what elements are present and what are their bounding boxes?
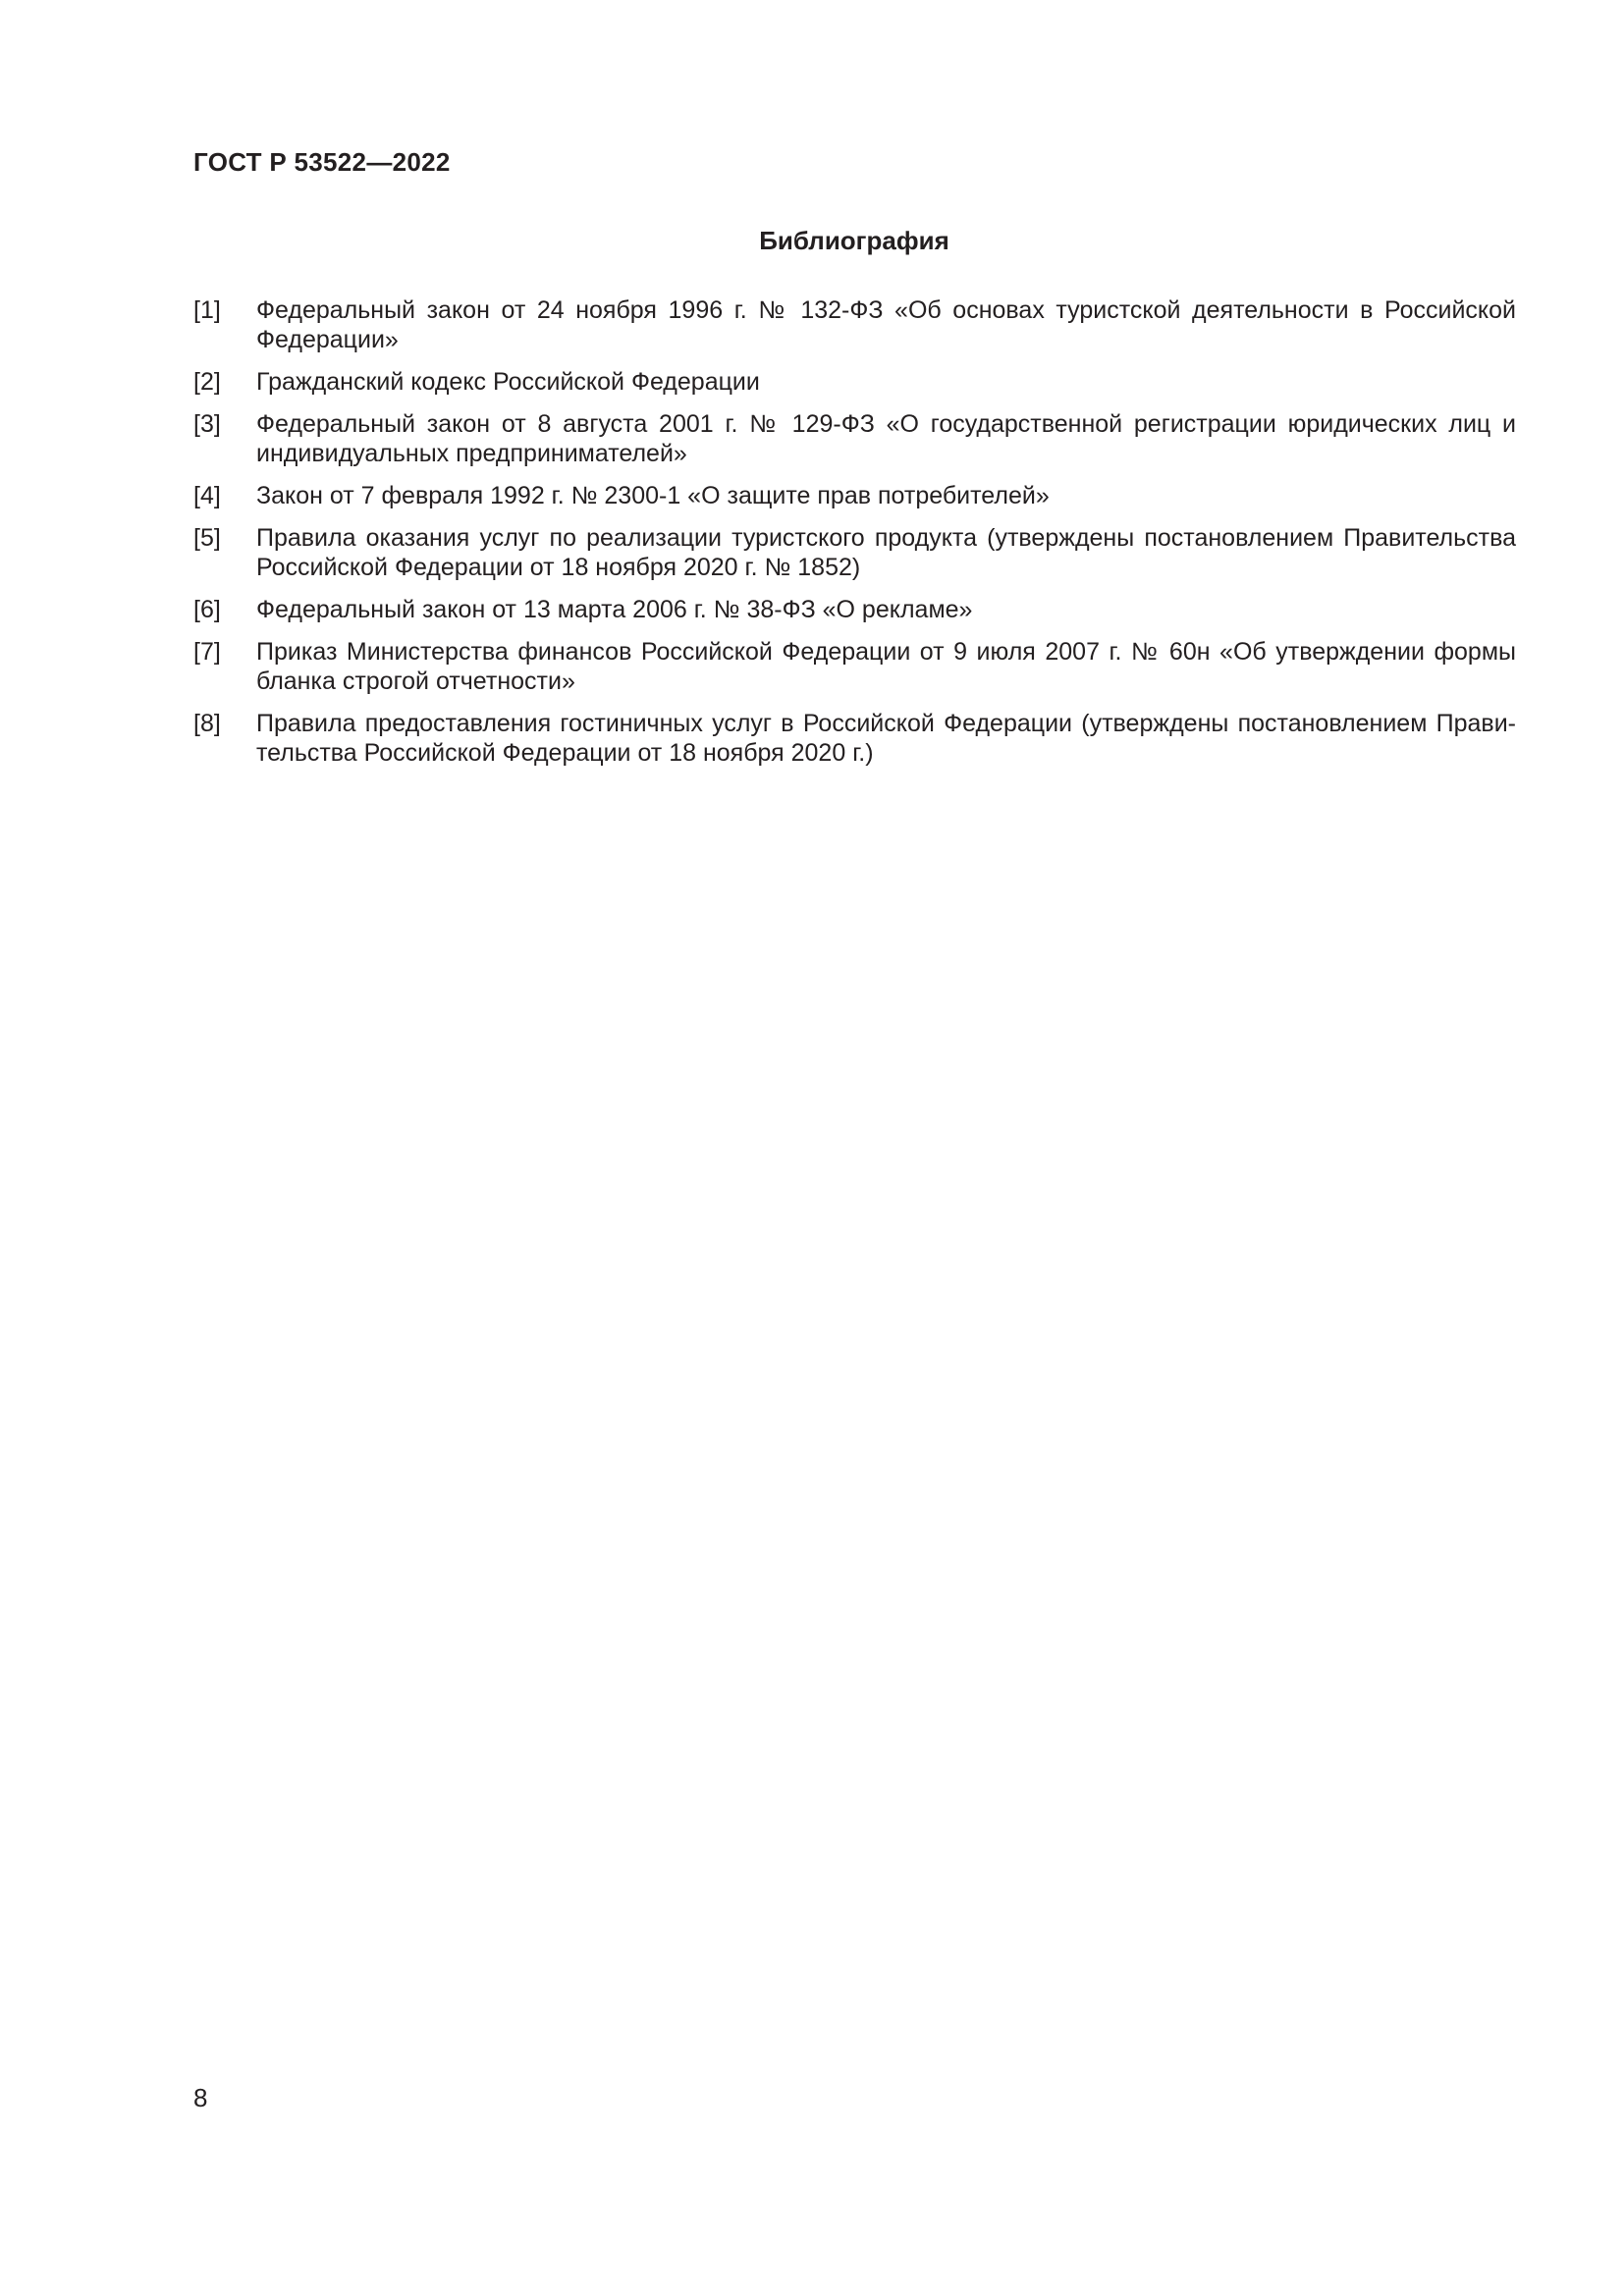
bibliography-text: Правила предоставления гостиничных услуг в Российской Федерации (утверждены постановлением Прави-тельства Российской Федерации от 18 ноября 2020 г.)	[256, 710, 1516, 767]
bibliography-number: [3]	[193, 410, 221, 438]
bibliography-number: [6]	[193, 596, 221, 623]
bibliography-text: Федеральный закон от 13 марта 2006 г. № 38-ФЗ «О рекламе»	[256, 596, 973, 623]
bibliography-item	[193, 409, 1516, 468]
section-title: Библиография	[759, 226, 949, 255]
bibliography-number: [1]	[193, 296, 221, 324]
bibliography-number: [8]	[193, 710, 221, 737]
bibliography-number: [7]	[193, 638, 221, 666]
bibliography-item	[193, 595, 1516, 624]
bibliography-item	[193, 295, 1516, 354]
bibliography-number: [4]	[193, 482, 221, 509]
bibliography-text: Гражданский кодекс Российской Федерации	[256, 368, 760, 396]
bibliography-item	[193, 367, 1516, 397]
bibliography-number: [5]	[193, 524, 221, 552]
bibliography-text: Правила оказания услуг по реализации туристского продукта (утверждены постановлением Правительства Российской Федерации от 18 ноября 2020 г. № 1852)	[256, 524, 1516, 581]
document-code: ГОСТ Р 53522—2022	[193, 147, 451, 177]
bibliography-text: Федеральный закон от 8 августа 2001 г. № 129-ФЗ «О государственной регистрации юридических лиц и индивидуальных предпринимателей»	[256, 410, 1516, 467]
bibliography-item	[193, 637, 1516, 696]
bibliography-item	[193, 709, 1516, 768]
bibliography-list	[193, 295, 1516, 780]
bibliography-text: Федеральный закон от 24 ноября 1996 г. № 132-ФЗ «Об основах туристской деятельности в Российской Федерации»	[256, 296, 1516, 353]
bibliography-item	[193, 481, 1516, 510]
bibliography-text: Приказ Министерства финансов Российской Федерации от 9 июля 2007 г. № 60н «Об утверждении формы бланка строгой отчетности»	[256, 638, 1516, 695]
bibliography-text: Закон от 7 февраля 1992 г. № 2300-1 «О защите прав потребителей»	[256, 482, 1050, 509]
bibliography-number: [2]	[193, 368, 221, 396]
page-number: 8	[193, 2083, 208, 2112]
bibliography-item	[193, 523, 1516, 582]
